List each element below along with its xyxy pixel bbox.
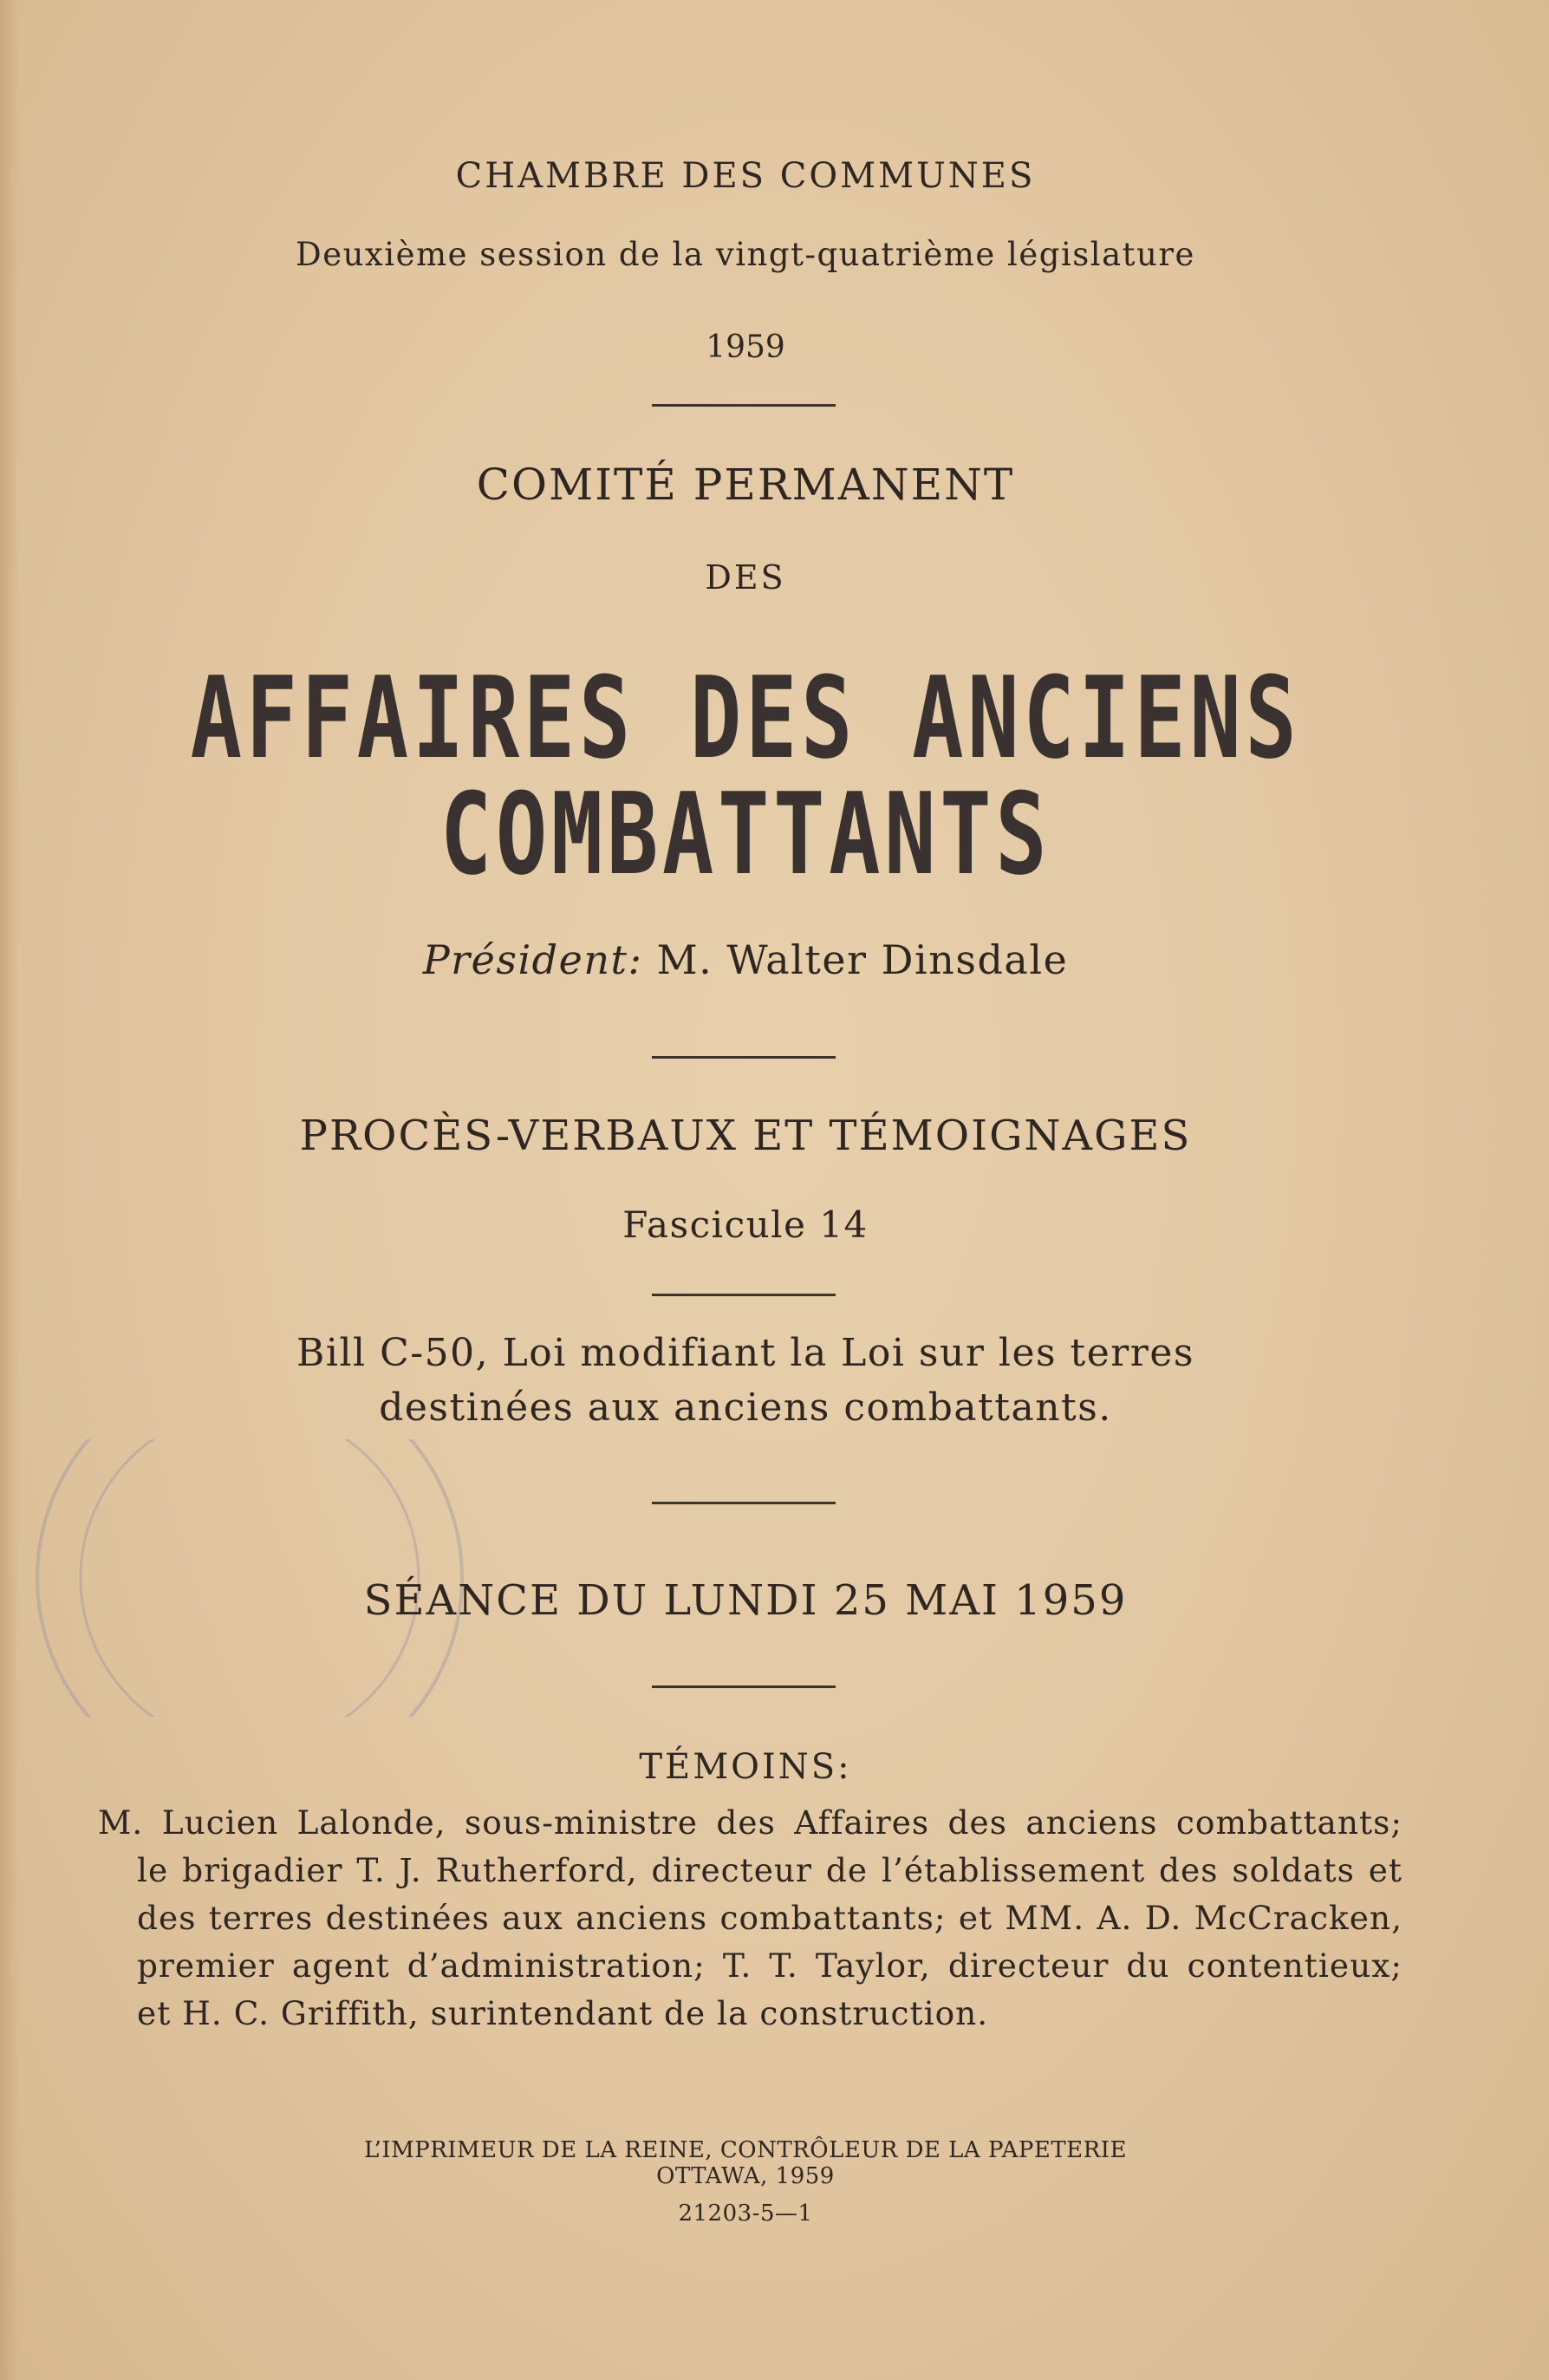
bill-line-2: destinées aux anciens combattants. [379,1386,1112,1430]
committee-title-line-1: AFFAIRES DES ANCIENS [190,652,1301,784]
sitting-date: SÉANCE DU LUNDI 25 MAI 1959 [363,1576,1128,1625]
witnesses-heading: TÉMOINS: [639,1747,852,1787]
president-line [0,936,1491,983]
divider [652,1056,836,1059]
proceedings-heading: PROCÈS-VERBAUX ET TÉMOIGNAGES [299,1112,1192,1160]
session-line: Deuxième session de la vingt-quatrième législature [296,236,1195,273]
committee-line-2: DES [705,558,786,597]
committee-line-1: COMITÉ PERMANENT [476,460,1015,510]
witness-line: des terres destinées aux anciens combattants; et MM. A. D. McCracken, [137,1899,1403,1937]
imprint-place-year: OTTAWA, 1959 [656,2163,835,2189]
divider [652,1686,836,1688]
committee-title-line-2: COMBATTANTS [439,768,1051,900]
divider [652,404,836,407]
divider [652,1294,836,1296]
witness-line: premier agent d’administration; T. T. Taylor, directeur du contentieux; [137,1946,1403,1985]
bill-line-1: Bill C-50, Loi modifiant la Loi sur les terres [296,1331,1194,1375]
president-label: Président: [422,936,643,983]
witnesses-list [98,1799,1403,2038]
president-name: M. Walter Dinsdale [656,936,1069,983]
witness-line: le brigadier T. J. Rutherford, directeur de l’établissement des soldats et [137,1851,1403,1889]
divider [652,1502,836,1504]
session-year: 1959 [706,329,785,365]
witness-line: M. Lucien Lalonde, sous-ministre des Affaires des anciens combattants; [98,1803,1403,1842]
house-name: CHAMBRE DES COMMUNES [455,156,1036,196]
fascicule-number: Fascicule 14 [622,1203,869,1246]
printer-line: L’IMPRIMEUR DE LA REINE, CONTRÔLEUR DE LA PAPETERIE [364,2137,1127,2163]
document-code: 21203-5—1 [678,2201,813,2227]
witness-line: et H. C. Griffith, surintendant de la construction. [137,1994,989,2032]
